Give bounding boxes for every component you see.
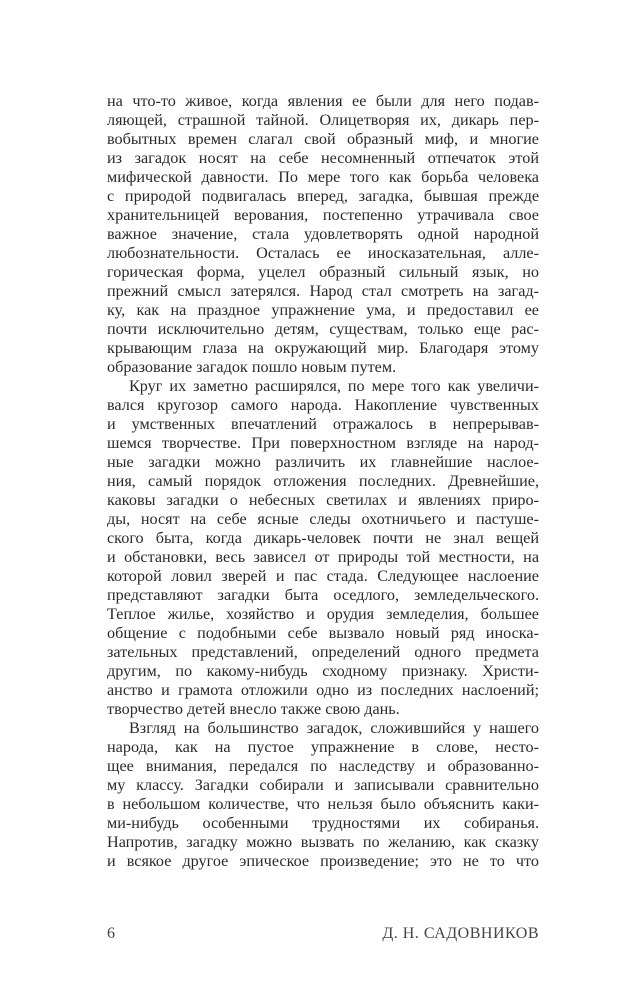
text-line: любознательности. Осталась ее иносказательная, алле-	[107, 244, 539, 262]
text-line: представляют загадки быта оседлого, земледельческого.	[107, 586, 539, 604]
text-line: вался кругозор самого народа. Накопление чувственных	[107, 396, 539, 414]
text-line: образование загадок пошло новым путем.	[107, 358, 397, 376]
text-line: Круг их заметно расширялся, по мере того как увеличи-	[129, 377, 539, 395]
text-line: другим, по какому-нибудь сходному признаку. Христи-	[107, 662, 539, 680]
text-line: из загадок носят на себе несомненный отпечаток этой	[107, 149, 539, 167]
running-title: Д. Н. САДОВНИКОВ	[382, 925, 539, 942]
text-line: Теплое жилье, хозяйство и орудия земледелия, большее	[107, 605, 539, 623]
text-line: горическая форма, уцелел образный сильный язык, но	[107, 263, 539, 281]
text-line: почти исключительно детям, существам, только еще рас-	[107, 320, 539, 338]
text-line: в небольшом количестве, что нельзя было объяснить каки-	[107, 795, 539, 813]
text-line: зательных представлений, определений одного предмета	[107, 643, 539, 661]
text-line: которой ловил зверей и пас стада. Следующее наслоение	[107, 567, 539, 585]
text-line: хранительницей верования, постепенно утрачивала свое	[107, 206, 539, 224]
text-line: ные загадки можно различить их главнейшие наслое-	[107, 453, 539, 471]
text-line: творчество детей внесло также свою дань.	[107, 700, 400, 718]
page-number: 6	[107, 925, 115, 942]
text-line: мифической давности. По мере того как борьба человека	[107, 168, 539, 186]
text-line: на что-то живое, когда явления ее были для него подав-	[107, 92, 539, 110]
text-line: крывающим глаза на окружающий мир. Благодаря этому	[107, 339, 539, 357]
text-line: вобытных времен слагал свой образный миф, и многие	[107, 130, 539, 148]
text-line: ния, самый порядок отложения последних. Древнейшие,	[107, 472, 539, 490]
text-line: шемся творчестве. При поверхностном взгляде на народ-	[107, 434, 539, 452]
text-line: ку, как на праздное упражнение ума, и предоставил ее	[107, 301, 539, 319]
paragraph	[107, 92, 539, 377]
text-line: каковы загадки о небесных светилах и явлениях приро-	[107, 491, 539, 509]
text-line: с природой подвигалась вперед, загадка, бывшая прежде	[107, 187, 539, 205]
paragraph	[107, 719, 539, 871]
text-line: ского быта, когда дикарь-человек почти не знал вещей	[107, 529, 539, 547]
text-line: общение с подобными себе вызвало новый ряд иноска-	[107, 624, 539, 642]
text-line: и обстановки, весь зависел от природы той местности, на	[107, 548, 539, 566]
text-line: народа, как на пустое упражнение в слове, несто-	[107, 738, 539, 756]
text-line: щее внимания, передался по наследству и образованно-	[107, 757, 539, 775]
text-line: ды, носят на себе ясные следы охотничьего и пастуше-	[107, 510, 539, 528]
text-line: Напротив, загадку можно вызвать по желанию, как сказку	[107, 833, 539, 851]
text-line: и всякое другое эпическое произведение; это не то что	[107, 852, 539, 870]
text-line: му классу. Загадки собирали и записывали сравнительно	[107, 776, 539, 794]
text-line: ляющей, страшной тайной. Олицетворяя их, дикарь пер-	[107, 111, 539, 129]
text-line: прежний смысл затерялся. Народ стал смотреть на загад-	[107, 282, 539, 300]
text-line: анство и грамота отложили одно из последних наслоений;	[107, 681, 539, 699]
text-line: важное значение, стала удовлетворять одной народной	[107, 225, 539, 243]
text-line: и умственных впечатлений отражалось в непрерывав-	[107, 415, 539, 433]
paragraph	[107, 377, 539, 719]
body-text	[107, 92, 539, 871]
text-line: Взгляд на большинство загадок, сложившийся у нашего	[129, 719, 539, 737]
text-line: ми-нибудь особенными трудностями их собиранья.	[107, 814, 539, 832]
